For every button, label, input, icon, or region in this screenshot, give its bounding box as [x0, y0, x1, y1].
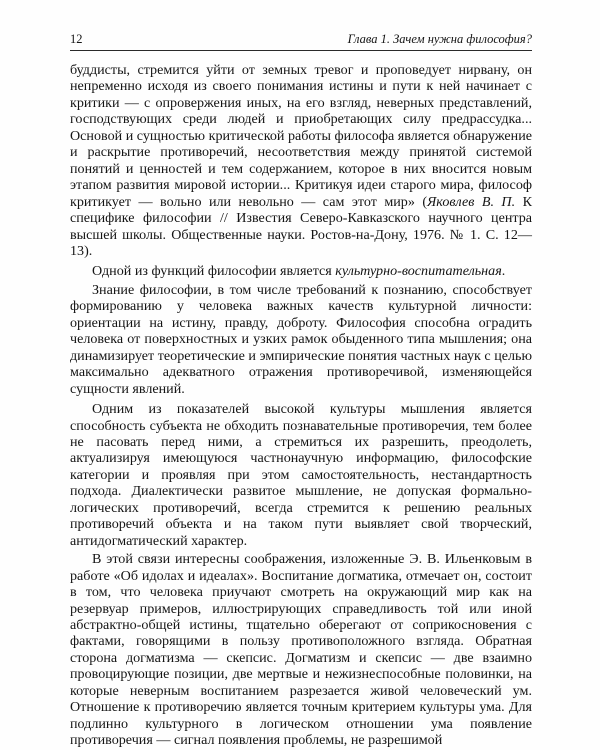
page-number: 12 [70, 32, 83, 46]
paragraph-ilyenkov: В этой связи интересны соображения, изложенные Э. В. Ильенковым в работе «Об идолах и идеалах». Воспитание догматика, отмечает он, состоит в том, что человека приучают смотреть на окружающий мир как на резервуар примеров, иллюстрирующих справедливость той или иной абстрактно-общей истины, тщательно оберегают от соприкосновения с фактами, говорящими в пользу противоположного взгляда. Обратная сторона догматизма — скепсис. Догматизм и скепсис — две взаимно провоцирующие позиции, две мертвые и нежизнеспособные половинки, на которые неверным воспитанием разрезается живой человеческий ум. Отношение к противоречию является точным критерием культуры ума. Для подлинно культурного в логическом отношении ума появление противоречия — сигнал появления проблемы, не разрешимой [70, 551, 532, 749]
paragraph-function: Одной из функций философии является культурно-воспитательная. [92, 263, 506, 280]
paragraph-quote-continuation [70, 62, 532, 259]
emphasis-term: культурно-воспитательная [335, 263, 502, 280]
citation-text: К специфике философии // Известия Северо-Кавказского научного центра высшей школы. Общественные науки. Ростов-на-Дону, 1976. № 1. С. 12—13). [70, 193, 532, 259]
paragraph-knowledge: Знание философии, в том числе требований к познанию, способствует формированию у человека важных качеств культурной личности: ориентации на истину, правду, доброту. Философия способна оградить человека от поверхностных и узких рамок обыденного типа мышления; она динамизирует теоретические и эмпирические понятия частных наук с целью максимально адекватного отражения противоречивой, изменяющейся сущности явлений. [70, 281, 532, 397]
paragraph-culture-of-thinking: Одним из показателей высокой культуры мышления является способность субъекта не обходить познавательные противоречия, тем более не пасовать перед ними, а стремиться их разрешить, преодолеть, актуализируя имеющуюся частнонаучную информацию, философские категории и проявляя при этом самостоятельность, нестандартность подхода. Диалектически развитое мышление, не допуская формально-логических противоречий, всегда стремится к решению реальных противоречий объекта и на таком пути выявляет свой творческий, антидогматический характер. [70, 401, 532, 549]
running-head [70, 28, 532, 48]
running-title: Глава 1. Зачем нужна философия? [347, 32, 532, 46]
quote-text: буддисты, стремится уйти от земных тревог и проповедует нирвану, он непременно исходя из своего понимания истины и пути к ней начинает с критики — с опровержения иных, на его взгляд, неверных представлений, господствующих среди людей и приобретающих силу предрассудка... Основой и сущностью критической работы философа является обнаружение и раскрытие противоречий, несоответствия между принятой системой понятий и ценностей и тем содержанием, которое в них вносится новым этапом развития мировой истории... Критикуя идеи старого мира, философ критикует — вольно или невольно — сам этот мир» ( [70, 62, 532, 210]
citation-author: Яковлев В. П. [427, 193, 516, 210]
header-rule [70, 50, 532, 51]
body-text [70, 62, 532, 749]
